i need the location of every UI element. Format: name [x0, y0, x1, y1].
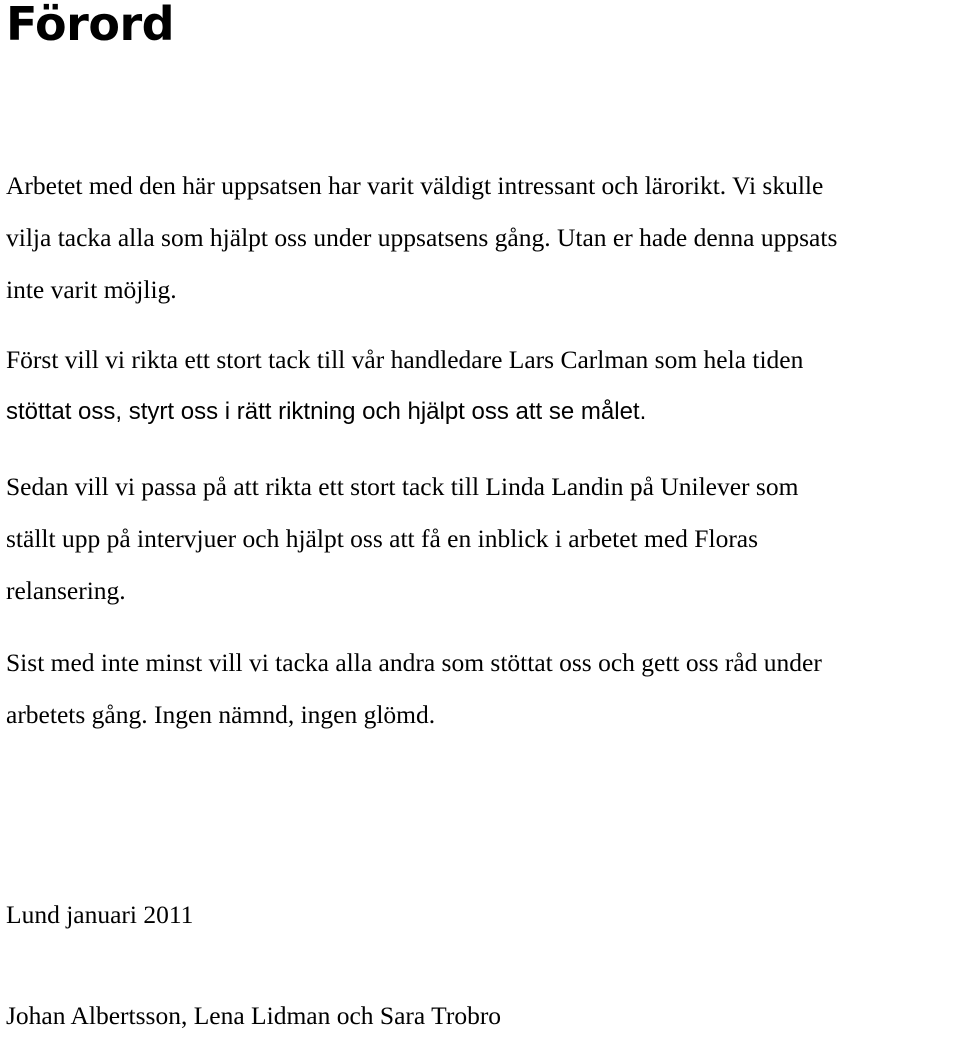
paragraph-unilever	[6, 461, 956, 617]
author-signatures: Johan Albertsson, Lena Lidman och Sara Trobro	[6, 1001, 502, 1030]
paragraph-line: inte varit möjlig.	[6, 275, 177, 304]
paragraph-line: relansering.	[6, 576, 126, 605]
paragraph-line: Först vill vi rikta ett stort tack till vår handledare Lars Carlman som hela tiden	[6, 345, 804, 374]
paragraph-line: ställt upp på intervjuer och hjälpt oss att få en inblick i arbetet med Floras	[6, 524, 759, 553]
paragraph-line: stöttat oss, styrt oss i rätt riktning och hjälpt oss att se målet.	[6, 398, 647, 425]
place-date: Lund januari 2011	[6, 900, 194, 929]
paragraph-line: arbetets gång. Ingen nämnd, ingen glömd.	[6, 700, 436, 729]
paragraph-line: Arbetet med den här uppsatsen har varit väldigt intressant och lärorikt. Vi skulle	[6, 171, 824, 200]
paragraph-line: vilja tacka alla som hjälpt oss under uppsatsens gång. Utan er hade denna uppsats	[6, 223, 838, 252]
paragraph-others	[6, 637, 956, 741]
paragraph-supervisor	[6, 334, 956, 438]
paragraph-line: Sedan vill vi passa på att rikta ett stort tack till Linda Landin på Unilever som	[6, 472, 799, 501]
paragraph-intro	[6, 160, 956, 316]
paragraph-line: Sist med inte minst vill vi tacka alla andra som stöttat oss och gett oss råd under	[6, 648, 822, 677]
page-title: Förord	[6, 0, 175, 51]
